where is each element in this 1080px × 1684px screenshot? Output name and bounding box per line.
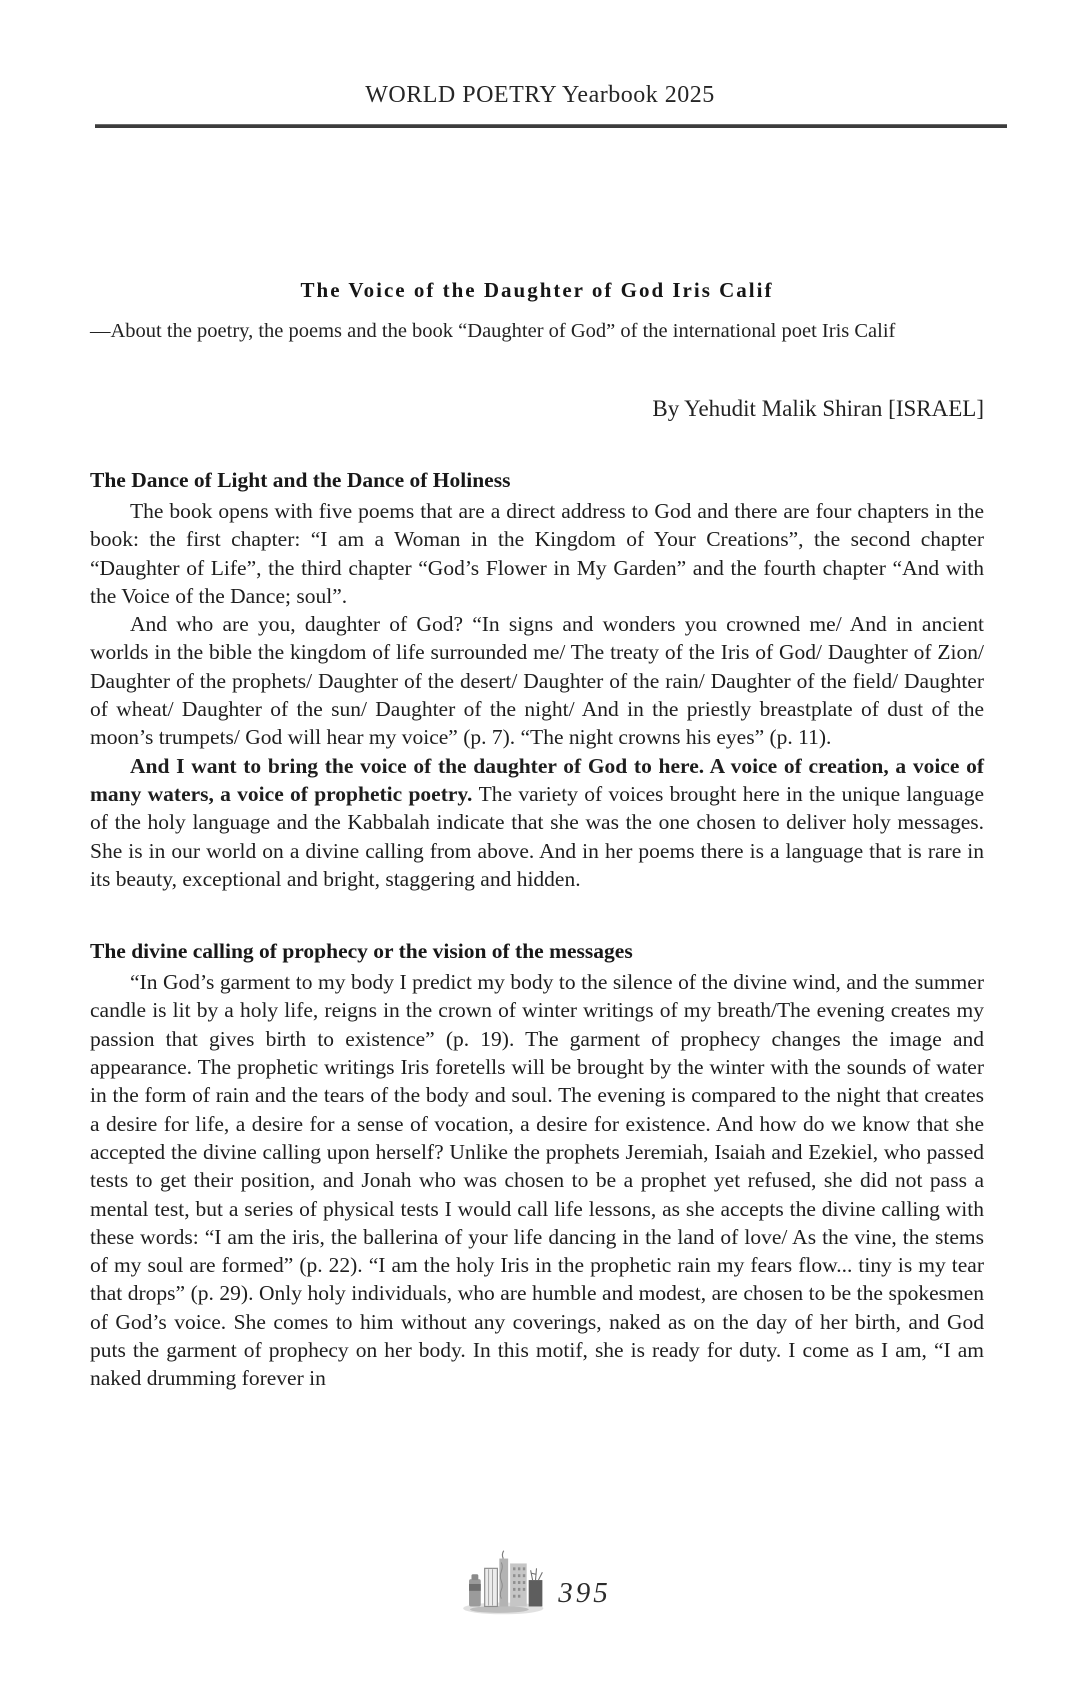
article-subtitle: —About the poetry, the poems and the book “Daughter of God” of the international poet Iris Calif bbox=[90, 320, 896, 342]
article-body bbox=[90, 466, 984, 1393]
journal-title: WORLD POETRY Yearbook 2025 bbox=[365, 82, 715, 108]
paragraph bbox=[90, 968, 984, 1392]
paragraph bbox=[90, 497, 984, 610]
paragraph-run: “In God’s garment to my body I predict my body to the silence of the divine wind, and the summer candle is lit by a holy life, reigns in the crown of winter writings of my breath/The evening creates my passion that gives birth to existence” (p. 19). The garment of prophecy changes the image and appearance. The prophetic writings Iris foretells will be brought by the winter with the sounds of water in the form of rain and the tears of the body and soul. The evening is compared to the night that creates a desire for life, a desire for a sense of vocation, a desire for existence. And how do we know that she accepted the divine calling upon herself? Unlike the prophets Jeremiah, Isaiah and Ezekiel, who passed tests to get their position, and Jonah who was chosen to be a prophet yet refused, she did not pass a mental test, but a series of physical tests I would call life lessons, as she accepts the divine calling with these words: “I am the iris, the ballerina of your life dancing in the land of love/ As the vine, the stems of my soul are formed” (p. 22). “I am the holy Iris in the prophetic rain my fears flow... tiny is my tear that drops” (p. 29). Only holy individuals, who are humble and modest, are chosen to be the spokesmen of God’s voice. She comes to him without any coverings, naked as on the day of her birth, and God puts the garment of prophecy on her body. In this motif, she is ready for duty. I come as I am, “I am naked drumming forever in bbox=[90, 970, 984, 1391]
header-rule bbox=[95, 124, 1007, 128]
article bbox=[90, 278, 984, 1393]
page-number: 395 bbox=[558, 1577, 611, 1609]
section-heading: The divine calling of prophecy or the vision of the messages bbox=[90, 939, 633, 964]
city-sketch-icon bbox=[460, 1548, 548, 1618]
article-title: The Voice of the Daughter of God Iris Calif bbox=[300, 278, 774, 302]
paragraph-run: The variety of voices brought here in the unique language of the holy language and the Kabbalah indicate that she was the one chosen to deliver holy messages. She is in our world on a divine calling from above. And in her poems there is a language that is rare in its beauty, exceptional and bright, staggering and hidden. bbox=[90, 781, 984, 891]
section-heading: The Dance of Light and the Dance of Holiness bbox=[90, 468, 511, 492]
page-footer bbox=[460, 1548, 611, 1618]
paragraph bbox=[90, 610, 984, 751]
paragraph-run: The book opens with five poems that are a direct address to God and there are four chapters in the book: the first chapter: “I am a Woman in the Kingdom of Your Creations”, the second chapter “Daughter of Life”, the third chapter “God’s Flower in My Garden” and the fourth chapter “And with the Voice of the Dance; soul”. bbox=[90, 499, 984, 608]
paragraph-run: And who are you, daughter of God? “In signs and wonders you crowned me/ And in ancient worlds in the bible the kingdom of life surrounded me/ The treaty of the Iris of God/ Daughter of Zion/ Daughter of the prophets/ Daughter of the desert/ Daughter of the rain/ Daughter of the field/ Daughter of wheat/ Daughter of the sun/ Daughter of the night/ And in the priestly breastplate of dust of the moon’s trumpets/ God will hear my voice” (p. 7). “The night crowns his eyes” (p. 11). bbox=[90, 612, 984, 750]
paragraph bbox=[90, 752, 984, 893]
paragraph-bold-run: And I want to bring the voice of the daughter of God to here. A voice of creation, a voice of many waters, a voice of prophetic poetry. bbox=[90, 753, 984, 806]
article-byline: By Yehudit Malik Shiran [ISRAEL] bbox=[652, 396, 984, 421]
